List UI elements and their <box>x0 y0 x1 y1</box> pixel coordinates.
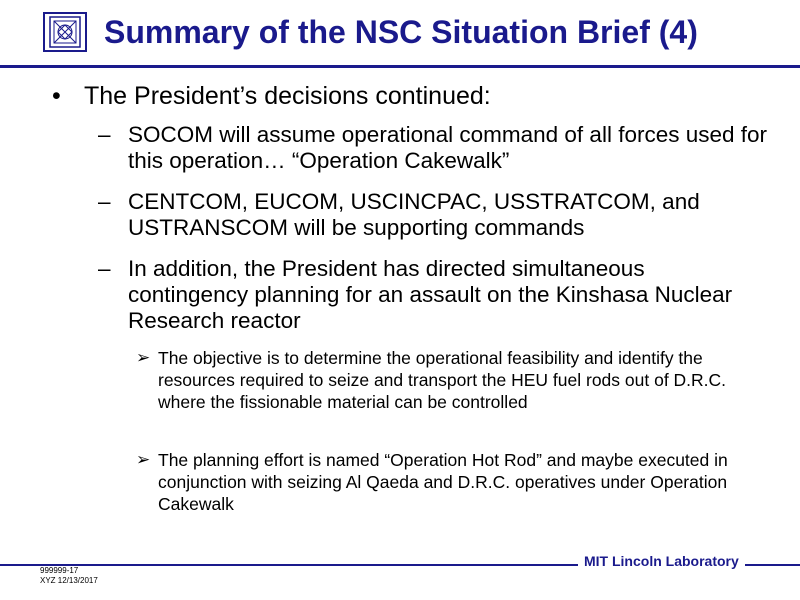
footer-slide-code <box>40 566 98 586</box>
en-dash: – <box>98 122 111 147</box>
arrow-bullet-icon: ➢ <box>136 450 151 469</box>
sub-item-text: In addition, the President has directed simultaneous contingency planning for an assault on the Kinshasa Nuclear Research reactor <box>128 256 733 333</box>
slide-date: XYZ 12/13/2017 <box>40 576 98 585</box>
sub-sub-item-text: The planning effort is named “Operation Hot Rod” and maybe executed in conjunction with seizing Al Qaeda and D.R.C. operatives under Operation Cakewalk <box>158 450 728 514</box>
en-dash: – <box>98 189 111 214</box>
sub-item-text: SOCOM will assume operational command of all forces used for this operation… “Operation Cakewalk” <box>128 122 768 173</box>
lab-name: MIT Lincoln Laboratory <box>578 553 745 569</box>
en-dash: – <box>98 256 111 281</box>
page-title: Summary of the NSC Situation Brief (4) <box>104 14 698 50</box>
slide-number: 999999-17 <box>40 566 79 575</box>
sub-item-text: CENTCOM, EUCOM, USCINCPAC, USSTRATCOM, and USTRANSCOM will be supporting commands <box>128 189 700 240</box>
arrow-bullet-icon: ➢ <box>136 348 151 367</box>
bullet-text: The President’s decisions continued: <box>84 82 491 110</box>
round-bullet: • <box>52 82 61 110</box>
sub-sub-item-text: The objective is to determine the operational feasibility and identify the resources required to seize and transport the HEU fuel rods out of D.R.C. where the fissionable material can be controlled <box>158 348 727 412</box>
